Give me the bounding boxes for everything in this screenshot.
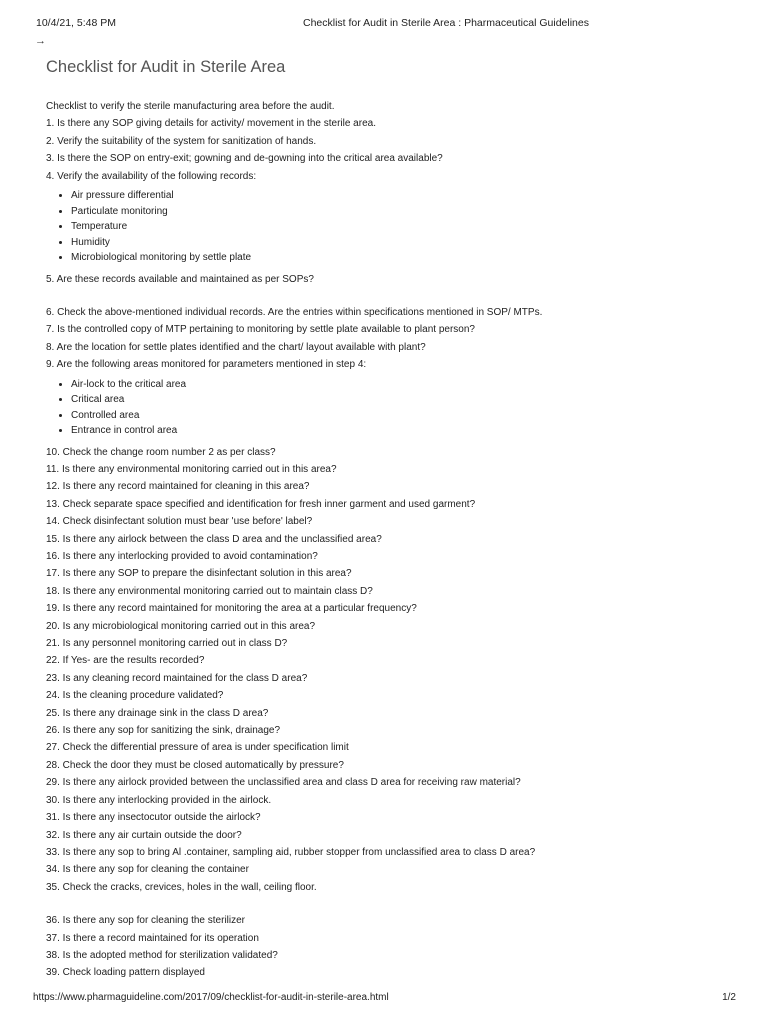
- bullet-item: • Critical area: [71, 392, 542, 408]
- checklist-item: 38. Is the adopted method for sterilization validated?: [46, 949, 278, 961]
- checklist-item: 8. Are the location for settle plates identified and the chart/ layout available with plant?: [46, 341, 426, 353]
- print-page-title: Checklist for Audit in Sterile Area : Pharmaceutical Guidelines: [303, 17, 589, 29]
- checklist-item: 34. Is there any sop for cleaning the container: [46, 864, 249, 876]
- intro-text: Checklist to verify the sterile manufacturing area before the audit.: [46, 101, 335, 112]
- checklist-group-a: [46, 115, 542, 185]
- checklist-item: 37. Is there a record maintained for its operation: [46, 932, 259, 944]
- checklist-item: 16. Is there any interlocking provided to avoid contamination?: [46, 551, 318, 562]
- bullet-item: • Air pressure differential: [71, 188, 542, 204]
- checklist-item: 11. Is there any environmental monitoring carried out in this area?: [46, 463, 337, 475]
- checklist-item: 30. Is there any interlocking provided in the airlock.: [46, 794, 272, 806]
- checklist-item: 15. Is there any airlock between the class D area and the unclassified area?: [46, 533, 382, 545]
- page-url-link[interactable]: https://www.pharmaguideline.com/2017/09/checklist-for-audit-in-sterile-area.html: [33, 992, 389, 1003]
- records-bullet-list: [46, 188, 542, 266]
- checklist-item: 4. Verify the availability of the following records:: [46, 170, 257, 182]
- bullet-item: • Microbiological monitoring by settle plate: [71, 250, 542, 266]
- checklist-item: 33. Is there any sop to bring Al .container, sampling aid, rubber stopper from unclassified area to class D area?: [46, 846, 536, 858]
- checklist-item: 12. Is there any record maintained for cleaning in this area?: [46, 481, 310, 493]
- arrow-right-icon: →: [35, 35, 46, 47]
- bullet-item: • Temperature: [71, 219, 542, 235]
- checklist-item: 7. Is the controlled copy of MTP pertaining to monitoring by settle plate available to plant person?: [46, 324, 475, 336]
- checklist-item: 27. Check the differential pressure of area is under specification limit: [46, 742, 349, 754]
- bullet-item: • Controlled area: [71, 408, 542, 424]
- checklist-item: 20. Is any microbiological monitoring carried out in this area?: [46, 620, 316, 632]
- checklist-item: 21. Is any personnel monitoring carried out in class D?: [46, 638, 288, 650]
- page-number: 1/2: [722, 992, 736, 1003]
- bullet-item: • Humidity: [71, 235, 542, 251]
- checklist-item: 18. Is there any environmental monitoring carried out to maintain class D?: [46, 585, 373, 597]
- checklist-item: 39. Check loading pattern displayed: [46, 967, 205, 979]
- checklist-item: 2. Verify the suitability of the system for sanitization of hands.: [46, 135, 317, 147]
- checklist-item: 6. Check the above-mentioned individual records. Are the entries within specifications mentioned in SOP/ MTPs.: [46, 306, 543, 318]
- checklist-item: 25. Is there any drainage sink in the class D area?: [46, 707, 269, 719]
- checklist-item: 31. Is there any insectocutor outside the airlock?: [46, 812, 261, 824]
- checklist-item: 9. Are the following areas monitored for parameters mentioned in step 4:: [46, 359, 367, 371]
- checklist-item: 10. Check the change room number 2 as per class?: [46, 446, 276, 458]
- checklist-item: 19. Is there any record maintained for monitoring the area at a particular frequency?: [46, 603, 417, 615]
- checklist-group-b: [46, 304, 542, 374]
- checklist-item: 26. Is there any sop for sanitizing the sink, drainage?: [46, 725, 281, 737]
- checklist-item: 5. Are these records available and maintained as per SOPs?: [46, 273, 314, 285]
- checklist-item: 29. Is there any airlock provided between the unclassified area and class D area for receiving raw material?: [46, 777, 521, 789]
- checklist-item: 23. Is any cleaning record maintained for the class D area?: [46, 672, 308, 684]
- checklist-item: 36. Is there any sop for cleaning the sterilizer: [46, 915, 245, 927]
- document-title: Checklist for Audit in Sterile Area: [46, 58, 286, 76]
- areas-bullet-list: [46, 377, 542, 439]
- checklist-item: 14. Check disinfectant solution must bear 'use before' label?: [46, 516, 313, 528]
- checklist-item: 3. Is there the SOP on entry-exit; gowning and de-gowning into the critical area available?: [46, 153, 443, 165]
- checklist-item: 24. Is the cleaning procedure validated?: [46, 690, 224, 702]
- checklist-item: 13. Check separate space specified and identification for fresh inner garment and used garment?: [46, 498, 476, 510]
- bullet-item: • Entrance in control area: [71, 423, 542, 439]
- checklist-group-d: [46, 912, 542, 982]
- checklist-group-c: [46, 444, 542, 897]
- checklist-item: 28. Check the door they must be closed automatically by pressure?: [46, 759, 344, 771]
- checklist-item: 22. If Yes- are the results recorded?: [46, 655, 205, 667]
- bullet-item: • Air-lock to the critical area: [71, 377, 542, 393]
- bullet-item: • Particulate monitoring: [71, 204, 542, 220]
- checklist-item: 32. Is there any air curtain outside the door?: [46, 829, 242, 841]
- checklist-item: 1. Is there any SOP giving details for activity/ movement in the sterile area.: [46, 118, 376, 130]
- document-body: [46, 98, 542, 982]
- checklist-item: 35. Check the cracks, crevices, holes in the wall, ceiling floor.: [46, 881, 317, 893]
- checklist-item: 17. Is there any SOP to prepare the disinfectant solution in this area?: [46, 568, 352, 580]
- print-datetime: 10/4/21, 5:48 PM: [36, 17, 116, 29]
